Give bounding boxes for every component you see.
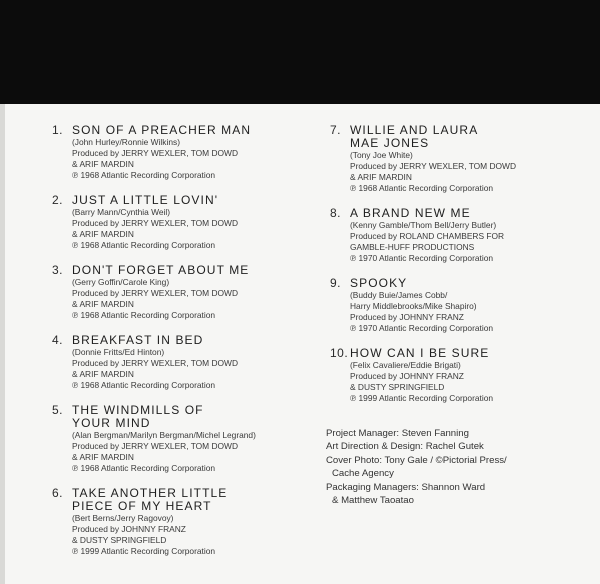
track-title-line: HOW CAN I BE SURE	[350, 346, 490, 360]
track-producers: & ARIF MARDIN	[72, 299, 134, 309]
track-producers: & DUSTY SPRINGFIELD	[350, 382, 445, 392]
track-title	[350, 124, 478, 150]
track-info	[330, 360, 580, 404]
track-producers: & ARIF MARDIN	[72, 369, 134, 379]
track-producers: Produced by JOHNNY FRANZ	[72, 524, 186, 534]
track-info	[52, 513, 312, 557]
track-producers: Produced by JOHNNY FRANZ	[350, 312, 464, 322]
track-copyright: ℗ 1968 Atlantic Recording Corporation	[72, 463, 216, 473]
track-title	[350, 277, 407, 290]
credit-art-direction: Art Direction & Design: Rachel Gutek	[326, 441, 484, 453]
track-title-line: YOUR MIND	[72, 416, 151, 430]
track-producers: Produced by JERRY WEXLER, TOM DOWD	[72, 441, 238, 451]
track-item	[52, 124, 312, 181]
track-title	[72, 264, 249, 277]
track-item	[330, 347, 580, 404]
track-info	[52, 207, 312, 251]
track-producers: & ARIF MARDIN	[72, 159, 134, 169]
track-number: 1.	[52, 123, 64, 137]
credit-cover-photo-agency: Cache Agency	[332, 468, 394, 480]
track-number: 6.	[52, 486, 64, 500]
track-writers: (Barry Mann/Cynthia Weil)	[72, 207, 171, 217]
track-number: 5.	[52, 403, 64, 417]
track-title	[72, 334, 203, 347]
black-header-band	[0, 0, 600, 104]
track-title-line: MAE JONES	[350, 136, 430, 150]
track-title-line: SON OF A PREACHER MAN	[72, 123, 252, 137]
track-title-line: BREAKFAST IN BED	[72, 333, 204, 347]
track-title	[72, 487, 227, 513]
track-title-row	[330, 207, 580, 220]
track-title	[350, 347, 489, 360]
track-info	[330, 290, 580, 334]
track-writers: (Tony Joe White)	[350, 150, 413, 160]
track-title-line: DON'T FORGET ABOUT ME	[72, 263, 250, 277]
track-producers: Produced by ROLAND CHAMBERS FOR	[350, 231, 505, 241]
track-writers: (John Hurley/Ronnie Wilkins)	[72, 137, 180, 147]
track-title-line: JUST A LITTLE LOVIN'	[72, 193, 219, 207]
credit-packaging: Packaging Managers: Shannon Ward	[326, 481, 486, 493]
track-title-row	[52, 124, 312, 137]
track-number: 4.	[52, 333, 64, 347]
track-number: 2.	[52, 193, 64, 207]
track-number: 3.	[52, 263, 64, 277]
track-item	[52, 194, 312, 251]
track-item	[52, 264, 312, 321]
track-producers: & ARIF MARDIN	[350, 172, 412, 182]
track-title-row	[52, 194, 312, 207]
track-producers: Produced by JOHNNY FRANZ	[350, 371, 464, 381]
track-item	[330, 124, 580, 194]
track-title-row	[52, 404, 312, 430]
track-copyright: ℗ 1970 Atlantic Recording Corporation	[350, 323, 494, 333]
track-title-line: SPOOKY	[350, 276, 408, 290]
track-item	[330, 277, 580, 334]
track-title-line: THE WINDMILLS OF	[72, 403, 204, 417]
track-copyright: ℗ 1968 Atlantic Recording Corporation	[72, 170, 216, 180]
track-title-line: WILLIE AND LAURA	[350, 123, 479, 137]
track-number: 8.	[330, 206, 342, 220]
track-producers: Produced by JERRY WEXLER, TOM DOWD	[72, 358, 238, 368]
track-producers: & DUSTY SPRINGFIELD	[72, 535, 167, 545]
track-title	[72, 124, 251, 137]
track-title	[350, 207, 471, 220]
track-writers: (Donnie Fritts/Ed Hinton)	[72, 347, 165, 357]
track-number: 9.	[330, 276, 342, 290]
track-item	[52, 487, 312, 557]
track-producers: Produced by JERRY WEXLER, TOM DOWD	[350, 161, 516, 171]
track-writers: Harry Middlebrooks/Mike Shapiro)	[350, 301, 477, 311]
track-title-row	[52, 487, 312, 513]
track-list-left	[52, 124, 312, 570]
track-copyright: ℗ 1999 Atlantic Recording Corporation	[350, 393, 494, 403]
track-title-row	[330, 124, 580, 150]
track-producers: Produced by JERRY WEXLER, TOM DOWD	[72, 288, 238, 298]
track-title-row	[52, 264, 312, 277]
track-producers: Produced by JERRY WEXLER, TOM DOWD	[72, 148, 238, 158]
track-writers: (Buddy Buie/James Cobb/	[350, 290, 448, 300]
track-list-right	[330, 124, 580, 417]
track-copyright: ℗ 1968 Atlantic Recording Corporation	[72, 240, 216, 250]
track-item	[52, 334, 312, 391]
credit-packaging-cont: & Matthew Taoatao	[332, 495, 414, 507]
track-item	[330, 207, 580, 264]
track-producers: & ARIF MARDIN	[72, 229, 134, 239]
track-title-row	[330, 277, 580, 290]
track-title	[72, 194, 218, 207]
credit-cover-photo: Cover Photo: Tony Gale / ©Pictorial Press/	[326, 454, 507, 466]
track-copyright: ℗ 1970 Atlantic Recording Corporation	[350, 253, 494, 263]
track-writers: (Gerry Goffin/Carole King)	[72, 277, 170, 287]
track-copyright: ℗ 1968 Atlantic Recording Corporation	[72, 380, 216, 390]
track-copyright: ℗ 1968 Atlantic Recording Corporation	[72, 310, 216, 320]
track-info	[52, 137, 312, 181]
track-title-line: A BRAND NEW ME	[350, 206, 471, 220]
track-producers: & ARIF MARDIN	[72, 452, 134, 462]
track-item	[52, 404, 312, 474]
track-info	[52, 347, 312, 391]
track-title-row	[52, 334, 312, 347]
track-title-row	[330, 347, 580, 360]
credit-project-manager: Project Manager: Steven Fanning	[326, 428, 469, 439]
track-title	[72, 404, 204, 430]
track-producers: GAMBLE-HUFF PRODUCTIONS	[350, 242, 475, 252]
track-info	[52, 277, 312, 321]
track-title-line: PIECE OF MY HEART	[72, 499, 212, 513]
track-title-line: TAKE ANOTHER LITTLE	[72, 486, 228, 500]
page-edge	[0, 104, 5, 584]
track-info	[330, 220, 580, 264]
track-number: 10.	[330, 346, 349, 360]
track-copyright: ℗ 1999 Atlantic Recording Corporation	[72, 546, 216, 556]
track-copyright: ℗ 1968 Atlantic Recording Corporation	[350, 183, 494, 193]
track-writers: (Alan Bergman/Marilyn Bergman/Michel Legrand)	[72, 430, 256, 440]
track-writers: (Kenny Gamble/Thom Bell/Jerry Butler)	[350, 220, 497, 230]
track-info	[330, 150, 580, 194]
production-credits	[326, 427, 586, 507]
track-writers: (Bert Berns/Jerry Ragovoy)	[72, 513, 174, 523]
track-info	[52, 430, 312, 474]
track-number: 7.	[330, 123, 342, 137]
track-writers: (Felix Cavaliere/Eddie Brigati)	[350, 360, 461, 370]
track-producers: Produced by JERRY WEXLER, TOM DOWD	[72, 218, 238, 228]
